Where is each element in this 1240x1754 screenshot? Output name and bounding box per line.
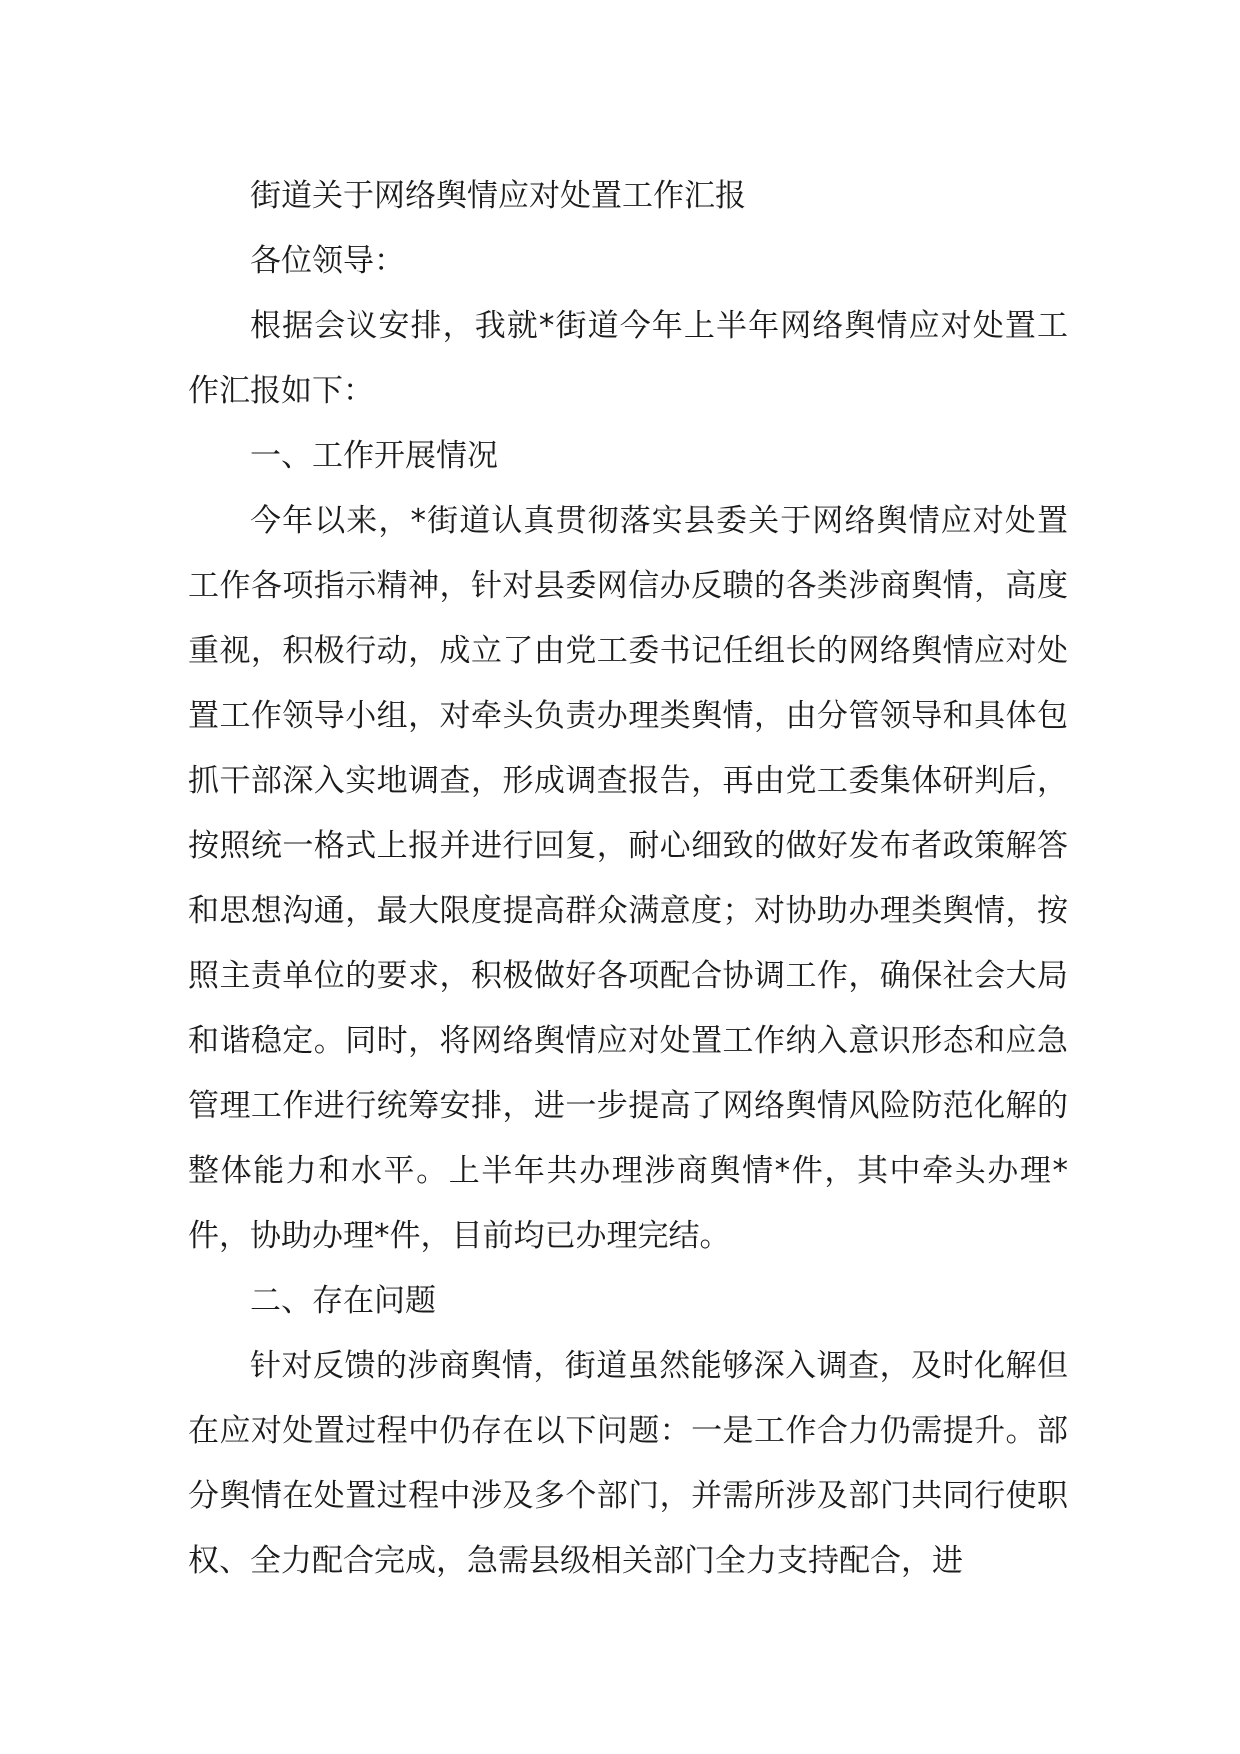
salutation: 各位领导： — [250, 243, 405, 279]
section-body-work-progress: 今年以来，*街道认真贯彻落实县委关于网络舆情应对处置工作各项指示精神，针对县委网信办反聩的各类涉商舆情，高度重视，积极行动，成立了由党工委书记任组长的网络舆情应对处置工作领导小组，对牵头负责办理类舆情，由分管领导和具体包抓干部深入实地调查，形成调查报告，再由党工委集体研判后，按照统一格式上报并进行回复，耐心细致的做好发布者政策解答和思想沟通，最大限度提高群众满意度；对协助办理类舆情，按照主责单位的要求，积极做好各项配合协调工作，确保社会大局和谐稳定。同时，将网络舆情应对处置工作纳入意识形态和应急管理工作进行统筹安排，进一步提高了网络舆情风险防范化解的整体能力和水平。上半年共办理涉商舆情*件，其中牵头办理*件，协助办理*件，目前均已办理完结。 — [188, 503, 1068, 1254]
document-body — [188, 164, 1068, 1594]
section-body-problems: 针对反馈的涉商舆情，街道虽然能够深入调查，及时化解但在应对处置过程中仍存在以下问题：一是工作合力仍需提升。部分舆情在处置过程中涉及多个部门，并需所涉及部门共同行使职权、全力配合完成，急需县级相关部门全力支持配合，进 — [188, 1348, 1068, 1579]
section-heading-problems: 二、存在问题 — [250, 1283, 436, 1319]
document-title: 街道关于网络舆情应对处置工作汇报 — [250, 178, 746, 214]
section-heading-work-progress: 一、工作开展情况 — [250, 438, 498, 474]
intro-paragraph: 根据会议安排，我就*街道今年上半年网络舆情应对处置工作汇报如下： — [188, 308, 1068, 409]
